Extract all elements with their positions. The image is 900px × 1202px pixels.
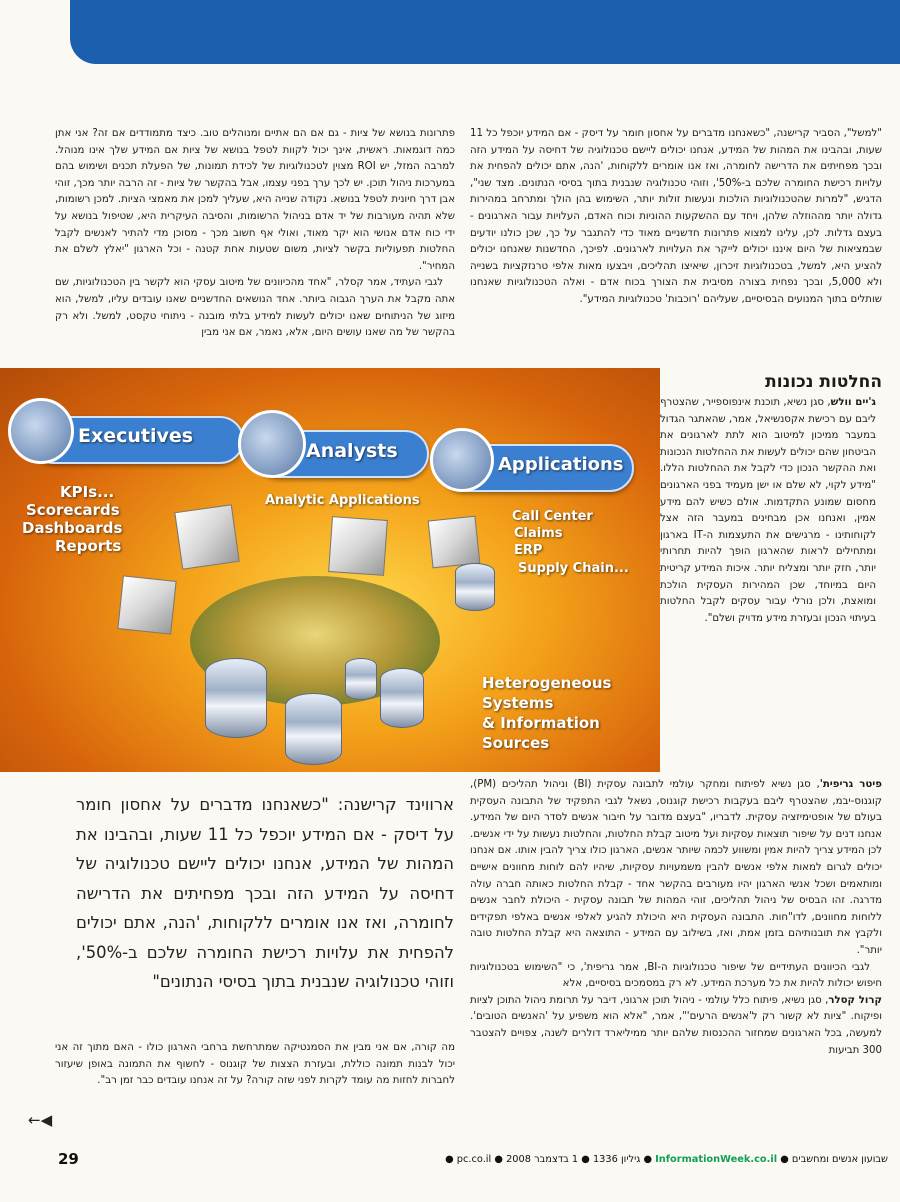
dashboards-item: Dashboards xyxy=(22,519,123,537)
database-disk xyxy=(345,658,377,700)
body-paragraph: , סגן נשיא, תוכנת אינפוספייר, שהצטרף ליבם עם רכישת אקסנשיאל, אמר, שהאתגר הגדול במעבר ממיכון למיטוב הוא לתת לארגונים את הביטחון שהם יכולים לעשות את ההחלטות הנכונות ואת ההקשר הנכון כדי לקבל את ההחלטות הללו. "מידע לקוי, לא שלם או ישן מעמיד בפני הארגונים מחסום שמונע התקדמות. אולם כשיש להם מידע אמין, ואנחנו אכן מבחינים במעבר הזה אצל לקוחותינו - מרגישים את התעצמות ה-IT בארגון ומתחילים לראות שהארגון הופך להיות תחרותי יותר, חזק יותר ומצליח יותר. איכות המידע קריטית היום במיוחד, שכן המהירות העסקית הולכת ומואצת, ולכן נורלי עבור עסקים לקבל החלטות בעיתוי הנכון ובעזרת מידע מדויק ושלם". xyxy=(660,397,876,624)
reports-item: Reports xyxy=(55,537,122,555)
body-paragraph: , סגן נשיא לפיתוח ומחקר עולמי לתבונה עסקית (BI) וניהול תהליכים (PM), קוגנוס-יבמ, שהצטרף ליבם בעקבות רכישת קוגנוס, נשאל לגבי התפקיד של התבונה העסקית בעולם של אופטימיזציה עסקית. לדבריו, "בעצם מדובר על חיבור אנשים לסדר היום של המידע. אנחנו דנים על שיפור תוצאות עסקיות ועל מיטוב קבלת החלטות, והחלטות נעשות על ידי אנשים. לכן המידע צריך להיות אמין ומשווע לכמה שיותר אנשים, הארגון כולו צריך להבין אותו. אם אנחנו יכולים לגרום למאות אלפי אנשים להבין משמעויות עסקיות, שיהיו להם לוחות מחוונים אישיים ומותאמים ושכל אנשי הארגון יהיו מעורבים בהקשר אחד - קבלת החלטות כאותה חברה עולה מדרגה. זהו הבסיס של ניהול תהליכים, זוהי המהות של תבונה עסקית - היכולת לחבר אנשים ללוחות מחוונים, לדו"חות. התבונה העסקית היא היכולת להגיע לאלפי אנשים באלפי תפקידים ולקבץ את תובנותיהם בזמן אמת, ואז, בשילוב עם המידע - התוצאה היא קבלת החלטות טובה יותר". xyxy=(470,779,882,956)
person-name: ג'יים וולש xyxy=(830,397,876,408)
executives-portrait xyxy=(8,398,74,464)
article-column-left-top xyxy=(55,126,455,342)
applications-portrait xyxy=(430,428,494,492)
site-name: InformationWeek.co.il xyxy=(655,1154,778,1165)
executives-label: Executives xyxy=(78,425,194,447)
database-disk xyxy=(380,668,424,728)
section-heading: החלטות נכונות xyxy=(765,372,882,392)
page-number: 29 xyxy=(58,1150,79,1168)
data-cube xyxy=(328,516,388,576)
body-paragraph: , סגן נשיא, פיתוח כלל עולמי - ניהול תוכן ארגוני, דיבר על תרומת ניהול התוכן לציות ופיקוח. "ציות לא קשור רק ל'אנשים הרעים'", אמר, "אלא הוא משפיע על 'האנשים הטובים'. למעשה, בכל הארגונים שמחזור ההכנסות שלהם יותר ממיליארד דולרים לשנה, צפויים להצטבר 300 תביעות xyxy=(470,994,882,1056)
article-column-left-bottom xyxy=(55,1040,455,1090)
article-column-right-side xyxy=(660,395,876,627)
issue-number: גיליון 1336 xyxy=(592,1154,641,1165)
claims-item: Claims xyxy=(514,526,563,541)
header-band xyxy=(70,0,900,64)
applications-label: Applications xyxy=(498,454,624,475)
body-paragraph: "למשל", הסביר קרישנה, "כשאנחנו מדברים על אחסון חומר על דיסק - אם המידע יוכפל כל 11 שעות, ובהבינו את המהות של המידע, אנחנו יכולים ליישם טכנולוגיה של דחיסה על המידע הזה ובכך מפחיתים את הדרישה לחומרה, ואז אנו אומרים ללקוחות, 'הנה, אתם יכולים להפחית את עלויות רכישת החומרה שלכם ב-50%', וזוהי טכנולוגיה שנבנית בתוך בסיסי הנתונים. מצד שני", הדגיש, "למרות שהטכנולוגיות הולכות ונעשות זולות יותר, השימוש בהן הולך ומתרחב במהירות גדולה יותר מההוזלה שלהן, ויחד עם ההשקעות ההוניות וכוח האדם, העלויות עבור הארגונים - בעצם גדלות. לכן, עלינו למצוא פתרונות חדשניים מאוד כדי להתגבר על כך, שכן כולנו יודעים שבמציאות של היום איננו יכולים לייקר את העלויות לארגונים. לפיכך, החדשנות שאנחנו יכולים להציע היא, למשל, בטכנולוגיות זיכרון, שיאיצו תהליכים, ויבצעו מאות אלפי טרנזקציות בשנייה ולא 5,000, ובכך נפחית בצורה מסיבית את הצורך בכוח אדם - ואלה הטכנולוגיות שאנחנו שותלים בתוך המנועים הבסיסיים, שעליהם 'רוכבות' טכנולוגיות המידע". xyxy=(470,128,882,305)
person-name: קרול קסלר xyxy=(828,994,882,1006)
data-cube xyxy=(428,516,481,569)
supply-chain-item: Supply Chain... xyxy=(518,561,629,576)
magazine-name: שבועון אנשים ומחשבים xyxy=(791,1154,888,1165)
heterogeneous-label: Heterogeneous xyxy=(482,674,612,692)
scorecards-item: Scorecards xyxy=(26,501,120,519)
kpis-item: KPIs... xyxy=(60,483,115,501)
database-disk xyxy=(455,563,495,611)
call-center-item: Call Center xyxy=(512,509,593,524)
information-sources-label: & Information Sources xyxy=(482,714,600,752)
architecture-illustration xyxy=(0,368,660,772)
issue-date: 1 בדצמבר 2008 xyxy=(506,1154,579,1165)
body-paragraph: פתרונות בנושא של ציות - גם אם הם אתיים ומנוהלים טוב. כיצד מתמודדים אם זה? אני אתן כמה דוגמאות. ראשית, אינך יכול לקוות לטפל בנושא של ציות אם המידע שלך אינו מנוהל. למרבה המזל, יש ROI מצוין לטכנולוגיות של לכידת תמונות, של הפעלת תכנים ושימוש בהם במערכות ניהול תוכן. יש לכך ערך בפני עצמו, אבל בהקשר של ציות - זה הרבה יותר מכך, זוהי אבן דרך חיונית לטפל בנושא. נקודה שנייה היא, שעליך למכן את מאמצי הציות. למכן רשומות, שלא תהיה מעורבות של יד אדם בניהול הרשומות, והסיבה העיקרית היא, שטיפול בנושא על ידי כוח אדם אנושי הוא יקר מאוד, ואולי אף חשוב מכך - מסוכן מדי להתיר לאנשים לקבל החלטות תפעוליות בקשר לציות, משום שטעות אחת קטנה - וכל הארגון "יאלץ לשלם את המחיר". xyxy=(55,128,455,272)
body-paragraph: לגבי העתיד, אמר קסלר, "אחד מהכיוונים של מיטוב עסקי הוא לקשר בין הטכנולוגיות, שם אתה מקבל את הערך הגבוה ביותר. אחד הנושאים החדשניים שאנו עובדים עליו, למשל, הוא מיזוג של הניתוחים שאנו יכולים לעשות למידע בלתי מובנה - ניתוחי טקסט, למשל. ולא רק בהקשר של מה שאנו עושים היום, אלא, נאמר, אם אני מבין xyxy=(55,277,455,339)
analysts-label: Analysts xyxy=(306,440,398,462)
database-disk xyxy=(205,658,267,738)
pull-quote: ארווינד קרישנה: "כשאנחנו מדברים על אחסון חומר על דיסק - אם המידע יוכפל כל 11 שעות, ובהבינו את המהות של המידע, אנחנו יכולים ליישם טכנולוגיה של דחיסה על המידע הזה ובכך מפחיתים את הדרישה לחומרה, ואז אנו אומרים ללקוחות, 'הנה, אתם יכולים להפחית את עלויות רכישת החומרה שלכם ב-50%', וזוהי טכנולוגיה שנבנית בתוך בסיסי הנתונים" xyxy=(76,795,454,991)
person-name: פיטר גריפית' xyxy=(819,779,882,790)
data-cube xyxy=(117,575,176,634)
site-name-2: pc.co.il xyxy=(456,1154,492,1165)
article-column-right-bottom xyxy=(470,777,882,1059)
article-column-right-top xyxy=(470,126,882,309)
systems-label: Systems xyxy=(482,694,554,712)
page-footer xyxy=(0,1150,900,1174)
database-disk xyxy=(285,693,342,765)
body-paragraph: לגבי הכיוונים העתידיים של שיפור טכנולוגיות ה-BI, אמר גריפית', כי "השימוש בטכנולוגיות חיפוש יכולות להיות את כל מערכת המידע. לא רק במסמכים בסיסיים, אלא xyxy=(470,961,882,990)
analytic-applications-label: Analytic Applications xyxy=(265,493,420,508)
erp-item: ERP xyxy=(514,543,543,558)
data-cube xyxy=(174,504,240,570)
analysts-portrait xyxy=(238,410,306,478)
footer-credits: שבועון אנשים ומחשבים ● InformationWeek.co.il ● גיליון 1336 ● 1 בדצמבר 2008 ● pc.co.il ● xyxy=(445,1154,888,1165)
continue-arrow-icon: ←◀ xyxy=(28,1111,53,1129)
body-paragraph: מה קורה, אם אני מבין את הסמנטיקה שמתרחשת ברחבי הארגון כולו - האם מתוך זה אני יכול לבנות תמונה כוללת, ובעזרת הצצות של קוגנוס - לחשוף את התמונה באופן שיעזור לחברות לחזות מה עומד לקרות לפני שזה קורה? על זה אנחנו עובדים כבר זמן רב". xyxy=(55,1042,455,1087)
